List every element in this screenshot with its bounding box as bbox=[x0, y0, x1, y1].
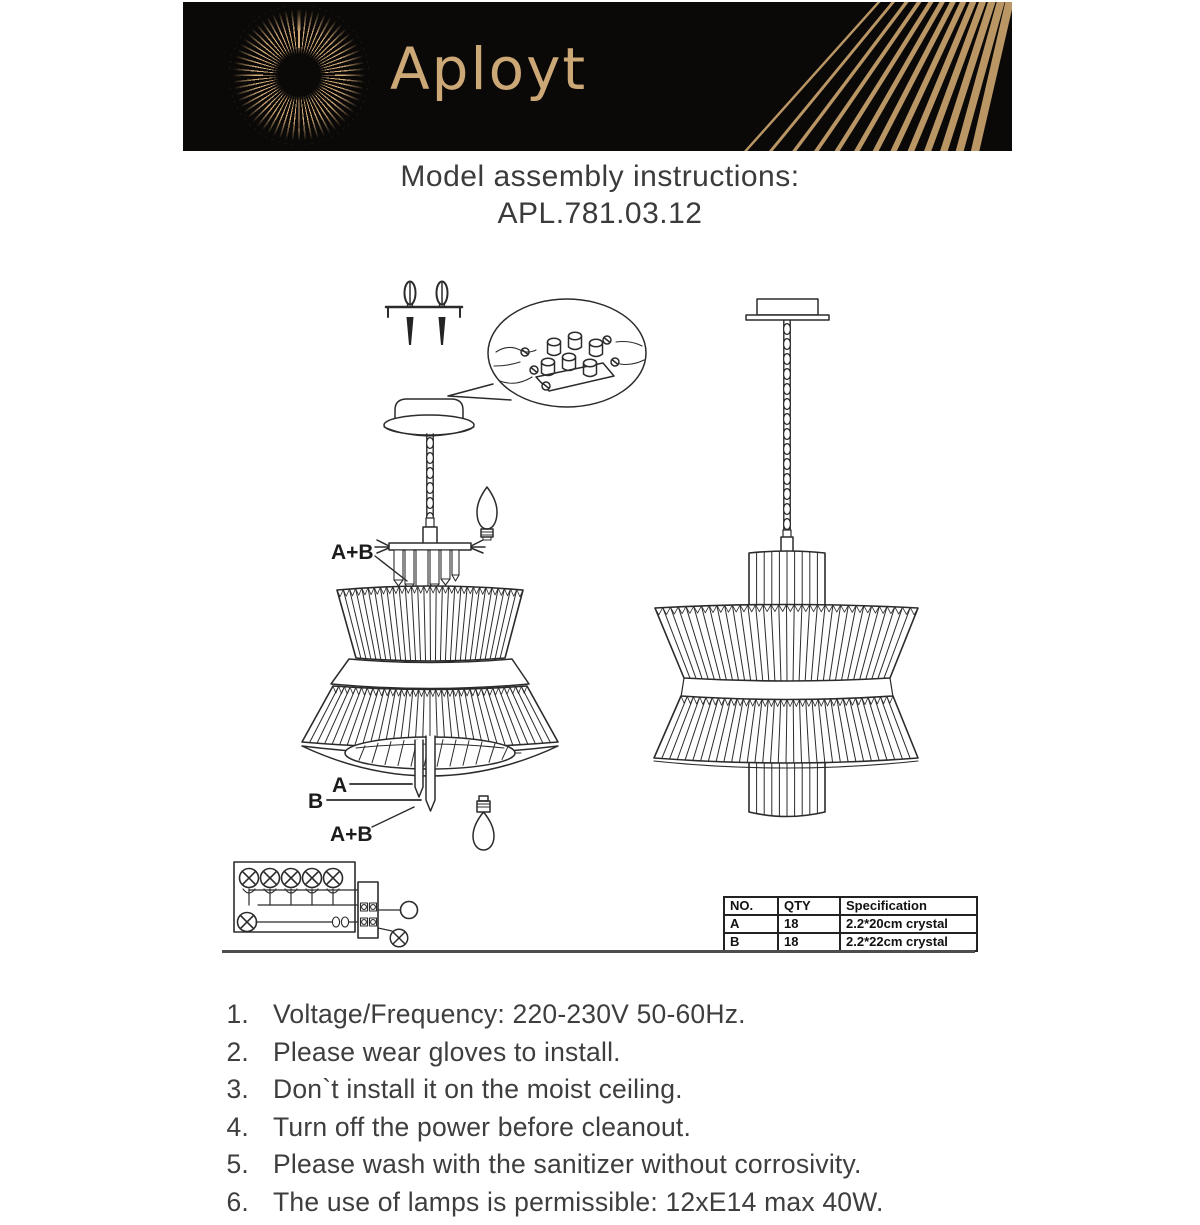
table-row: A 18 2.2*20cm crystal bbox=[724, 915, 977, 933]
terminal-detail-balloon bbox=[448, 299, 646, 407]
list-item: 2. Please wear gloves to install. bbox=[226, 1036, 621, 1067]
wiring-schematic bbox=[234, 862, 418, 947]
model-number: APL.781.03.12 bbox=[497, 197, 703, 230]
exploded-view bbox=[375, 282, 829, 595]
title-block bbox=[0, 160, 1200, 231]
page-title: Model assembly instructions: bbox=[400, 160, 800, 193]
rod-b bbox=[426, 736, 435, 811]
list-item: 1. Voltage/Frequency: 220-230V 50-60Hz. bbox=[226, 999, 746, 1029]
neutral-terminal-icon bbox=[401, 902, 418, 919]
assembly-diagram bbox=[200, 258, 1000, 965]
instruction-list bbox=[213, 999, 1013, 1225]
col-header-spec: Specification bbox=[840, 897, 977, 915]
list-item: 5. Please wash with the sanitizer without corrosivity. bbox=[226, 1149, 862, 1180]
ceiling-canopy bbox=[384, 399, 474, 436]
table-row: B 18 2.2*22cm crystal bbox=[724, 933, 977, 951]
label-b: B bbox=[308, 790, 324, 813]
brand-wordmark: Aployt bbox=[390, 35, 588, 103]
section-divider bbox=[222, 950, 975, 953]
list-item: 6. The use of lamps is permissible: 12xE14 max 40W. bbox=[226, 1186, 884, 1217]
mounting-bracket bbox=[386, 282, 462, 346]
brand-banner bbox=[183, 2, 1012, 151]
list-item: 4. Turn off the power before cleanout. bbox=[226, 1111, 692, 1142]
candle-bulb-icon bbox=[473, 796, 494, 850]
list-item: 3. Don`t install it on the moist ceiling. bbox=[226, 1074, 683, 1105]
label-a: A bbox=[332, 774, 348, 797]
label-ab-bottom: A+B bbox=[330, 823, 373, 846]
rod-a bbox=[415, 740, 423, 797]
banner-rays-icon bbox=[183, 2, 1012, 151]
col-header-no: NO. bbox=[724, 897, 778, 915]
candle-bulb-icon bbox=[477, 487, 497, 540]
label-ab-top: A+B bbox=[331, 541, 374, 564]
parts-table bbox=[723, 896, 978, 952]
col-header-qty: QTY bbox=[778, 897, 840, 915]
shade-band bbox=[331, 659, 529, 689]
